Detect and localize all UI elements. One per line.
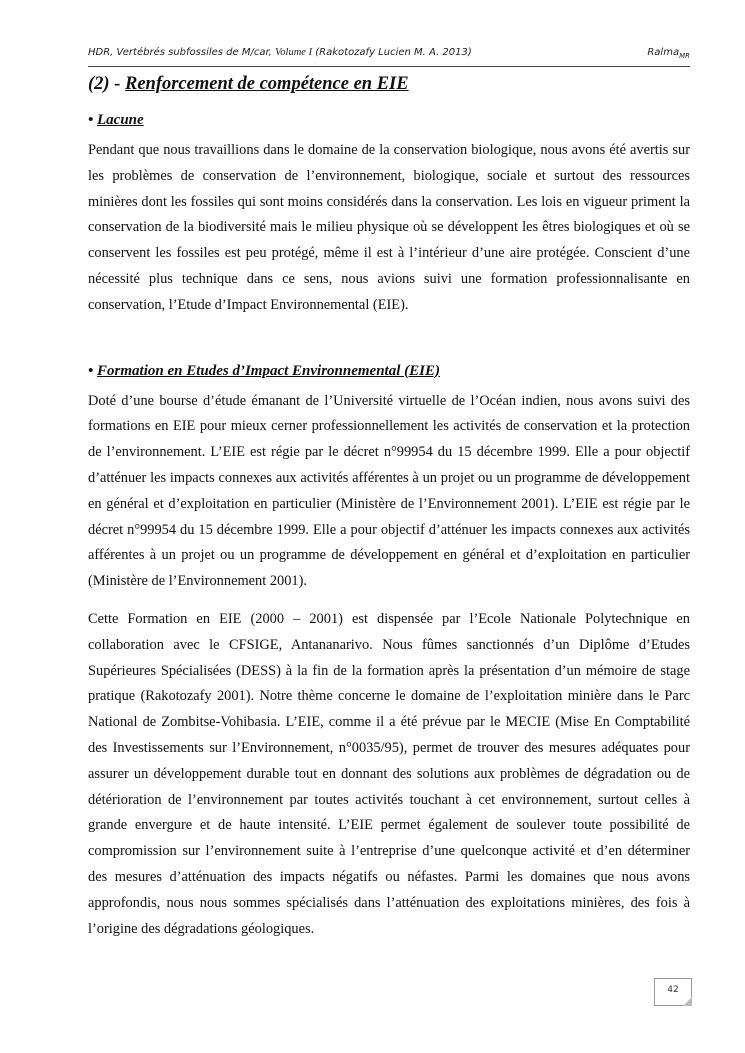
subheading-lacune (88, 112, 690, 129)
section-number: (2) - (88, 74, 125, 94)
running-header (88, 42, 690, 67)
bullet-icon: • (88, 112, 94, 128)
bullet-icon: • (88, 362, 94, 379)
header-initials-sub: MR (679, 52, 690, 60)
section-heading (88, 74, 690, 95)
header-title: HDR, Vertébrés subfossiles de M/car, (88, 47, 276, 58)
paragraph-lacune: Pendant que nous travaillions dans le domaine de la conservation biologique, nous avons été avertis sur les problèmes de conservation de l’environnement, biologique, sociale et surtout des ressources minières dont les fossiles qui sont moins considérés dans la conservation. Les lois en vigueur priment la conservation de la biodiversité mais le milieu physique où se développent les êtres biologiques et où se conservent les fossiles est peu protégé, même il est à l’intérieur d’une aire protégée. Conscient d’une nécessité plus technique dans ce sens, nous avions suivi une formation professionnalisante en conservation, l’Etude d’Impact Environnemental (EIE). (88, 142, 690, 313)
header-initials: Ralma (647, 47, 680, 58)
header-left (88, 47, 472, 58)
header-right (647, 47, 690, 60)
subheading-lacune-title: Lacune (97, 112, 144, 128)
paragraph-formation-1: Doté d’une bourse d’étude émanant de l’Université virtuelle de l’Océan indien, nous avons suivi des formations en EIE pour mieux cerner professionnellement les activités de conservation et la protection de l’environnement. L’EIE est régie par le décret n°99954 du 15 décembre 1999. Elle a pour objectif d’atténuer les impacts connexes aux activités afférentes à un projet ou un programme de développement en général et d’exploitation en particulier (Ministère de l’Environnement 2001). L’EIE est régie par le décret n°99954 du 15 décembre 1999. Elle a pour objectif d’atténuer les impacts connexes aux activités afférentes à un projet ou un programme de développement en général et d’exploitation en particulier (Ministère de l’Environnement 2001). (88, 392, 690, 590)
subheading-formation (88, 363, 690, 380)
section-title: Renforcement de compétence en EIE (124, 74, 409, 94)
subheading-formation-title: Formation en Etudes d’Impact Environnemental (EIE) (97, 362, 440, 379)
header-author: (Rakotozafy Lucien M. A. 2013) (312, 47, 472, 58)
header-volume: Volume I (275, 47, 313, 58)
page-number: 42 (667, 985, 679, 995)
page-curl-icon (683, 997, 692, 1006)
page-body (88, 74, 690, 942)
paragraph-formation-2: Cette Formation en EIE (2000 – 2001) est dispensée par l’Ecole Nationale Polytechnique en collaboration avec le CFSIGE, Antananarivo. Nous fûmes sanctionnés d’un Diplôme d’Etudes Supérieures Spécialisées (DESS) à la fin de la formation après la présentation d’un mémoire de stage pratique (Rakotozafy 2001). Notre thème concerne le domaine de l’exploitation minière dans le Parc National de Zombitse-Vohibasia. L’EIE, comme il a été prévue par le MECIE (Mise En Comptabilité des Investissements sur l’Environnement, n°0035/95), permet de trouver des mesures adéquates pour assurer un développement durable tout en donnant des solutions aux problèmes de dégradation ou de détérioration de l’environnement par toutes activités touchant à cet environnement, surtout celles à grande envergure et de haute intensité. L’EIE permet également de soulever toute possibilité de compromission sur l’environnement suite à l’entreprise d’une quelconque activité et d’en déterminer des mesures d’atténuation des impacts négatifs ou néfastes. Parmi les domaines que nous avons approfondis, nous nous sommes spécialisés dans l’atténuation des exploitations minières, des fois à l’origine des dégradations géologiques. (88, 610, 690, 937)
page-number-box (654, 978, 692, 1006)
